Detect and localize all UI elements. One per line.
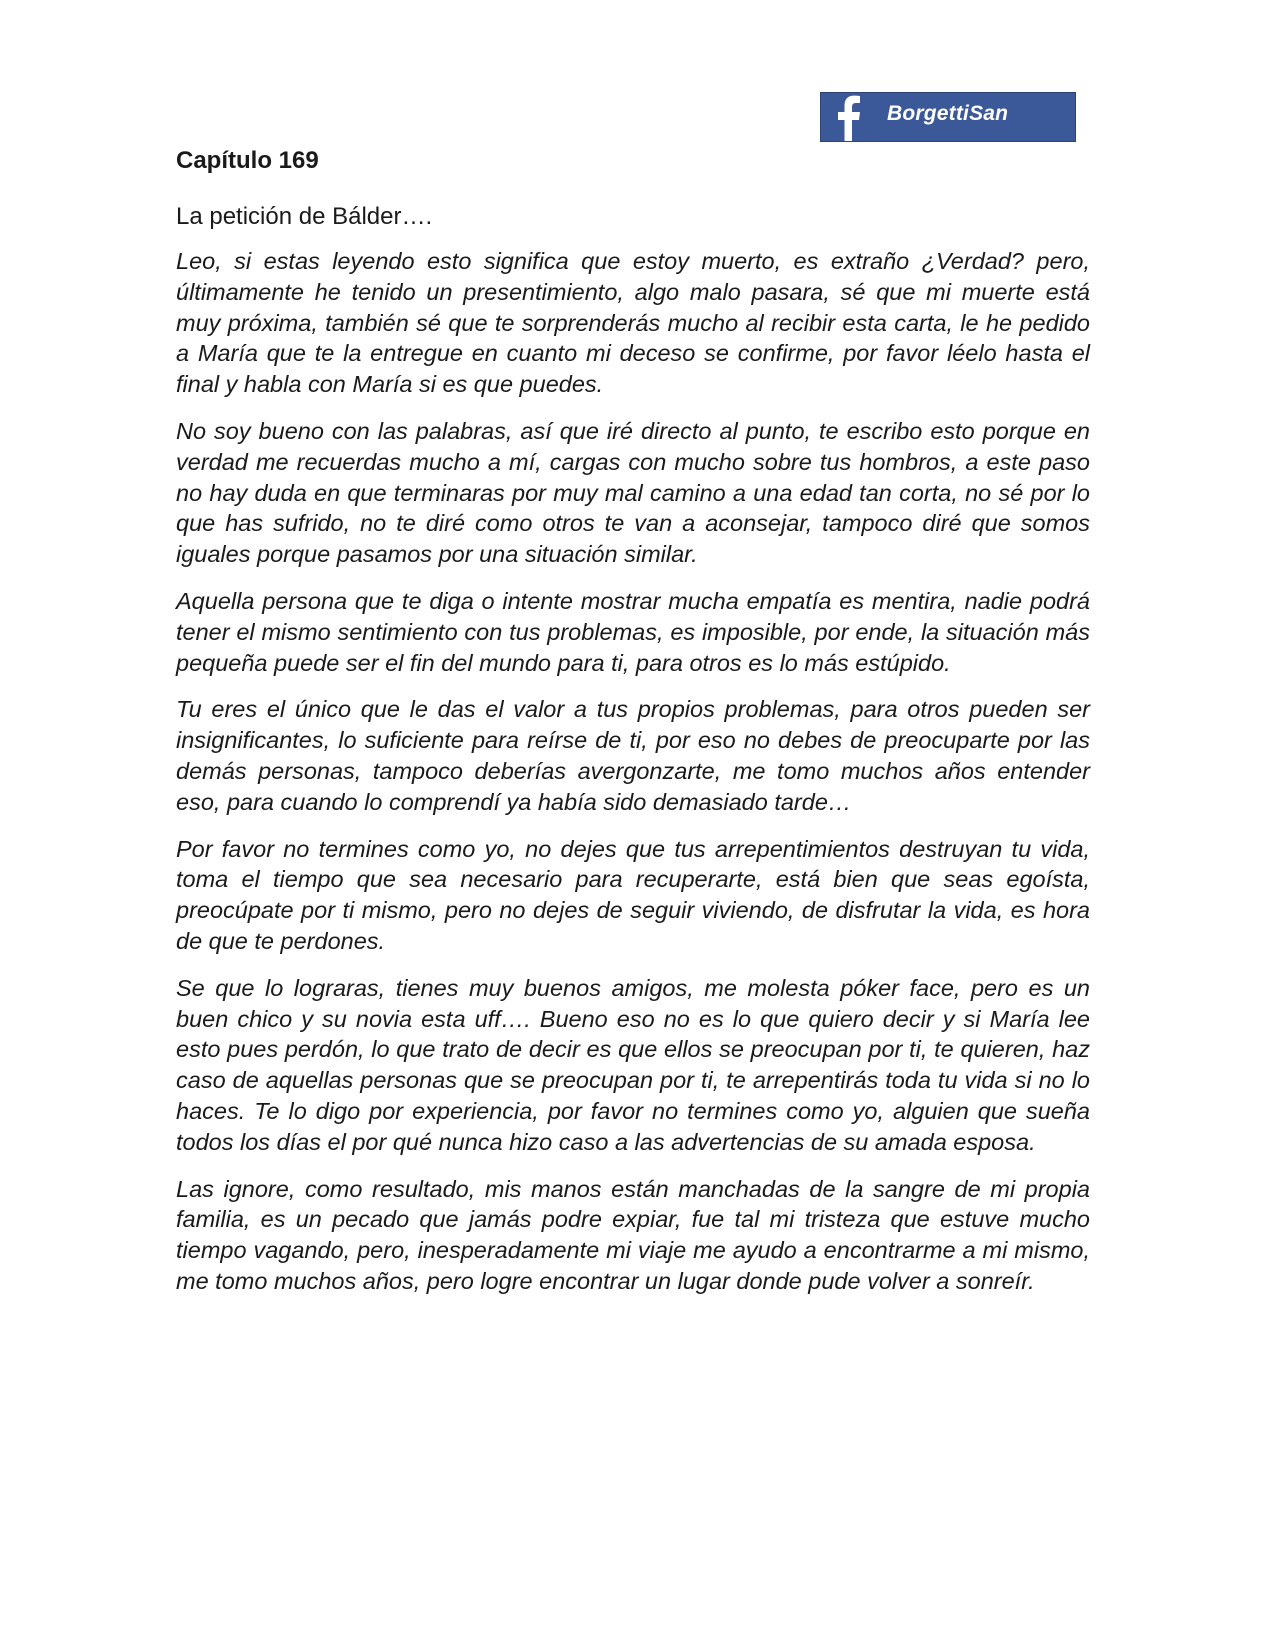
chapter-subtitle: La petición de Bálder…. [176, 203, 433, 230]
paragraph: Por favor no termines como yo, no dejes que tus arrepentimientos destruyan tu vida, toma el tiempo que sea necesario para recuperarte, está bien que seas egoísta, preocúpate por ti mismo, pero no dejes de seguir viviendo, de disfrutar la vida, es hora de que te perdones. [176, 835, 1090, 954]
facebook-page-name: BorgettiSan [887, 102, 1009, 125]
paragraph: Aquella persona que te diga o intente mostrar mucha empatía es mentira, nadie podrá tener el mismo sentimiento con tus problemas, es imposible, por ende, la situación más pequeña puede ser el fin del mundo para ti, para otros es lo más estúpido. [176, 587, 1090, 676]
paragraph: No soy bueno con las palabras, así que iré directo al punto, te escribo esto porque en verdad me recuerdas mucho a mí, cargas con mucho sobre tus hombros, a este paso no hay duda en que terminaras por muy mal camino a una edad tan corta, no sé por lo que has sufrido, no te diré como otros te van a aconsejar, tampoco diré que somos iguales porque pasamos por una situación similar. [176, 417, 1090, 568]
paragraph: Se que lo lograras, tienes muy buenos amigos, me molesta póker face, pero es un buen chico y su novia esta uff…. Bueno eso no es lo que quiero decir y si María lee esto pues perdón, lo que trato de decir es que ellos se preocupan por ti, te quieren, haz caso de aquellas personas que se preocupan por ti, te arrepentirás toda tu vida si no lo haces. Te lo digo por experiencia, por favor no termines como yo, alguien que sueña todos los días el por qué nunca hizo caso a las advertencias de su amada esposa. [176, 974, 1090, 1155]
paragraph: Tu eres el único que le das el valor a tus propios problemas, para otros pueden ser insignificantes, lo suficiente para reírse de ti, por eso no debes de preocuparte por las demás personas, tampoco deberías avergonzarte, me tomo muchos años entender eso, para cuando lo comprendí ya había sido demasiado tarde… [176, 696, 1090, 815]
paragraph: Las ignore, como resultado, mis manos están manchadas de la sangre de mi propia familia, es un pecado que jamás podre expiar, fue tal mi tristeza que estuve mucho tiempo vagando, pero, inesperadamente mi viaje me ayudo a encontrarme a mi mismo, me tomo muchos años, pero logre encontrar un lugar donde pude volver a sonreír. [176, 1175, 1090, 1294]
paragraph: Leo, si estas leyendo esto significa que estoy muerto, es extraño ¿Verdad? pero, últimamente he tenido un presentimiento, algo malo pasara, sé que mi muerte está muy próxima, también sé que te sorprenderás mucho al recibir esta carta, le he pedido a María que te la entregue en cuanto mi deceso se confirme, por favor léelo hasta el final y habla con María si es que puedes. [176, 248, 1090, 398]
facebook-f-icon [829, 93, 869, 142]
facebook-page-badge[interactable] [820, 92, 1076, 142]
chapter-title: Capítulo 169 [176, 147, 319, 174]
chapter-content [176, 142, 1090, 1313]
